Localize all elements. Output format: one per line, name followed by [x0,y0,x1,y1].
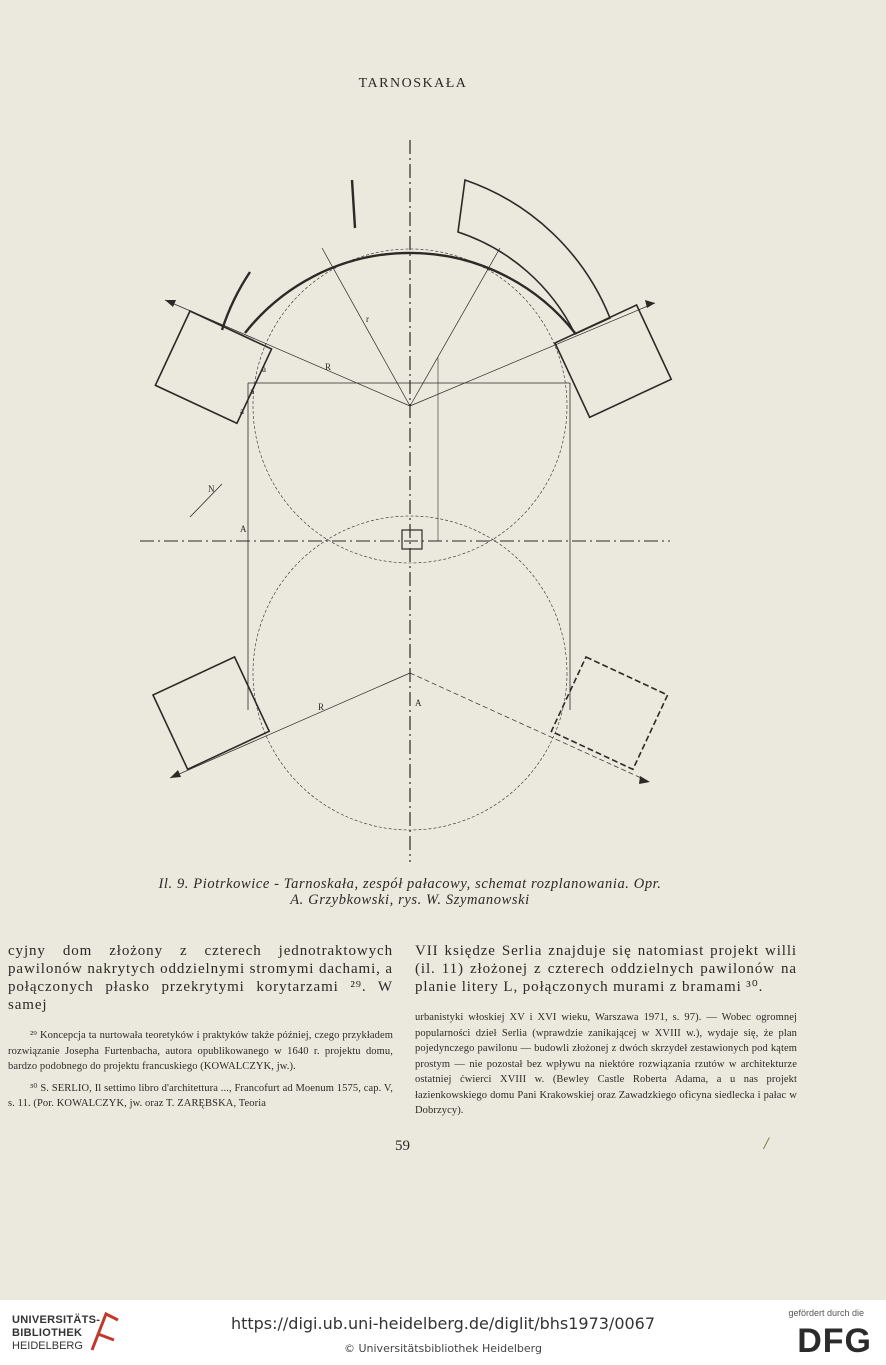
footnote-30: ³⁰ S. SERLIO, Il settimo libro d'architettura ..., Francofurt ad Moenum 1575, cap. V, s. 11. (Por. KOWALCZYK, jw. oraz T. ZARĘBSKA, Teoria [8,1082,393,1109]
label-a2: a [250,386,254,396]
footnote-continuation: urbanistyki włoskiej XV i XVI wieku, Warszawa 1971, s. 97). — Wobec ogromnej popularności dzieł Serlia (wprawdzie zanikającej w XVIII w.), wydaje się, że plan pojedynczego pawilonu — budowli złożonej z dwóch skrzydeł zestawionych pod kątem prostym — nie pozostał bez wpływu na niektóre rozwiązania rzutów w architekturze ostatniej ćwierci XVIII w. (Bewley Castle Roberta Adama, a u nas projekt łazienkowskiego domu Pani Krakowskiej oraz Zawadzkiego oficyna siedlecka i pałac w Dobrzycy). [415,1012,797,1116]
caption-line-1: Il. 9. Piotrkowice - Tarnoskała, zespół pałacowy, schemat rozplanowania. Opr. [158,876,662,892]
label-a3: a [240,406,244,416]
label-a1: a [262,364,266,374]
label-a-left: A [240,524,247,534]
logo-line-2: BIBLIOTHEK [12,1327,83,1339]
left-footnotes [8,1028,393,1112]
label-a-center: A [415,698,422,708]
right-wing [458,180,610,334]
running-head: TARNOSKAŁA [358,76,468,91]
funding-label: gefördert durch die [788,1308,864,1318]
pavilion-lower-right [551,657,667,769]
right-footnotes [415,1010,797,1119]
site-plan-drawing [130,138,690,868]
pavilion-upper-left [155,311,271,423]
pavilion-upper-right [555,305,671,417]
viewer-footer [0,1300,886,1365]
centre-marker [402,530,422,549]
north-arrow [190,484,222,517]
left-column [8,942,393,1118]
pavilion-lower-left [153,657,269,769]
label-r-small: r [366,314,369,324]
label-r-lower: R [318,702,325,712]
footnote-29: ²⁹ Koncepcja ta nurtowała teoretyków i praktyków także później, czego przykładem rozwiązanie Josepha Furtenbacha, autora opublikowanego w 1640 r. projektu domu, bardzo podobnego do projektu francuskiego (KOWALCZYK, jw.). [8,1030,393,1072]
dfg-logo[interactable]: DFG [797,1322,872,1360]
logo-line-1: UNIVERSITÄTS- [12,1314,101,1326]
logo-line-3: HEIDELBERG [12,1340,83,1352]
label-r-upper: R [325,362,332,372]
copyright-notice: © Universitätsbibliothek Heidelberg [343,1342,542,1355]
figure-caption [110,876,710,908]
caption-line-2: A. Grzybkowski, rys. W. Szymanowski [290,892,530,908]
page-number: 59 [395,1138,410,1154]
right-column [415,942,797,1125]
pencil-mark: / [764,1136,769,1152]
right-body-text: VII księdze Serlia znajduje się natomiast projekt willi (il. 11) złożonej z czterech oddzielnych pawilonów na planie litery L, połączonych murami z bramami ³⁰. [415,943,797,995]
left-body-text: cyjny dom złożony z czterech jednotraktowych pawilonów nakrytych oddzielnymi stromymi dachami, a połączonych płasko przekrytymi korytarzami ²⁹. W samej [8,943,393,1013]
label-north: N [208,484,215,494]
permalink-url[interactable]: https://digi.ub.uni-heidelberg.de/diglit/bhs1973/0067 [230,1314,656,1333]
